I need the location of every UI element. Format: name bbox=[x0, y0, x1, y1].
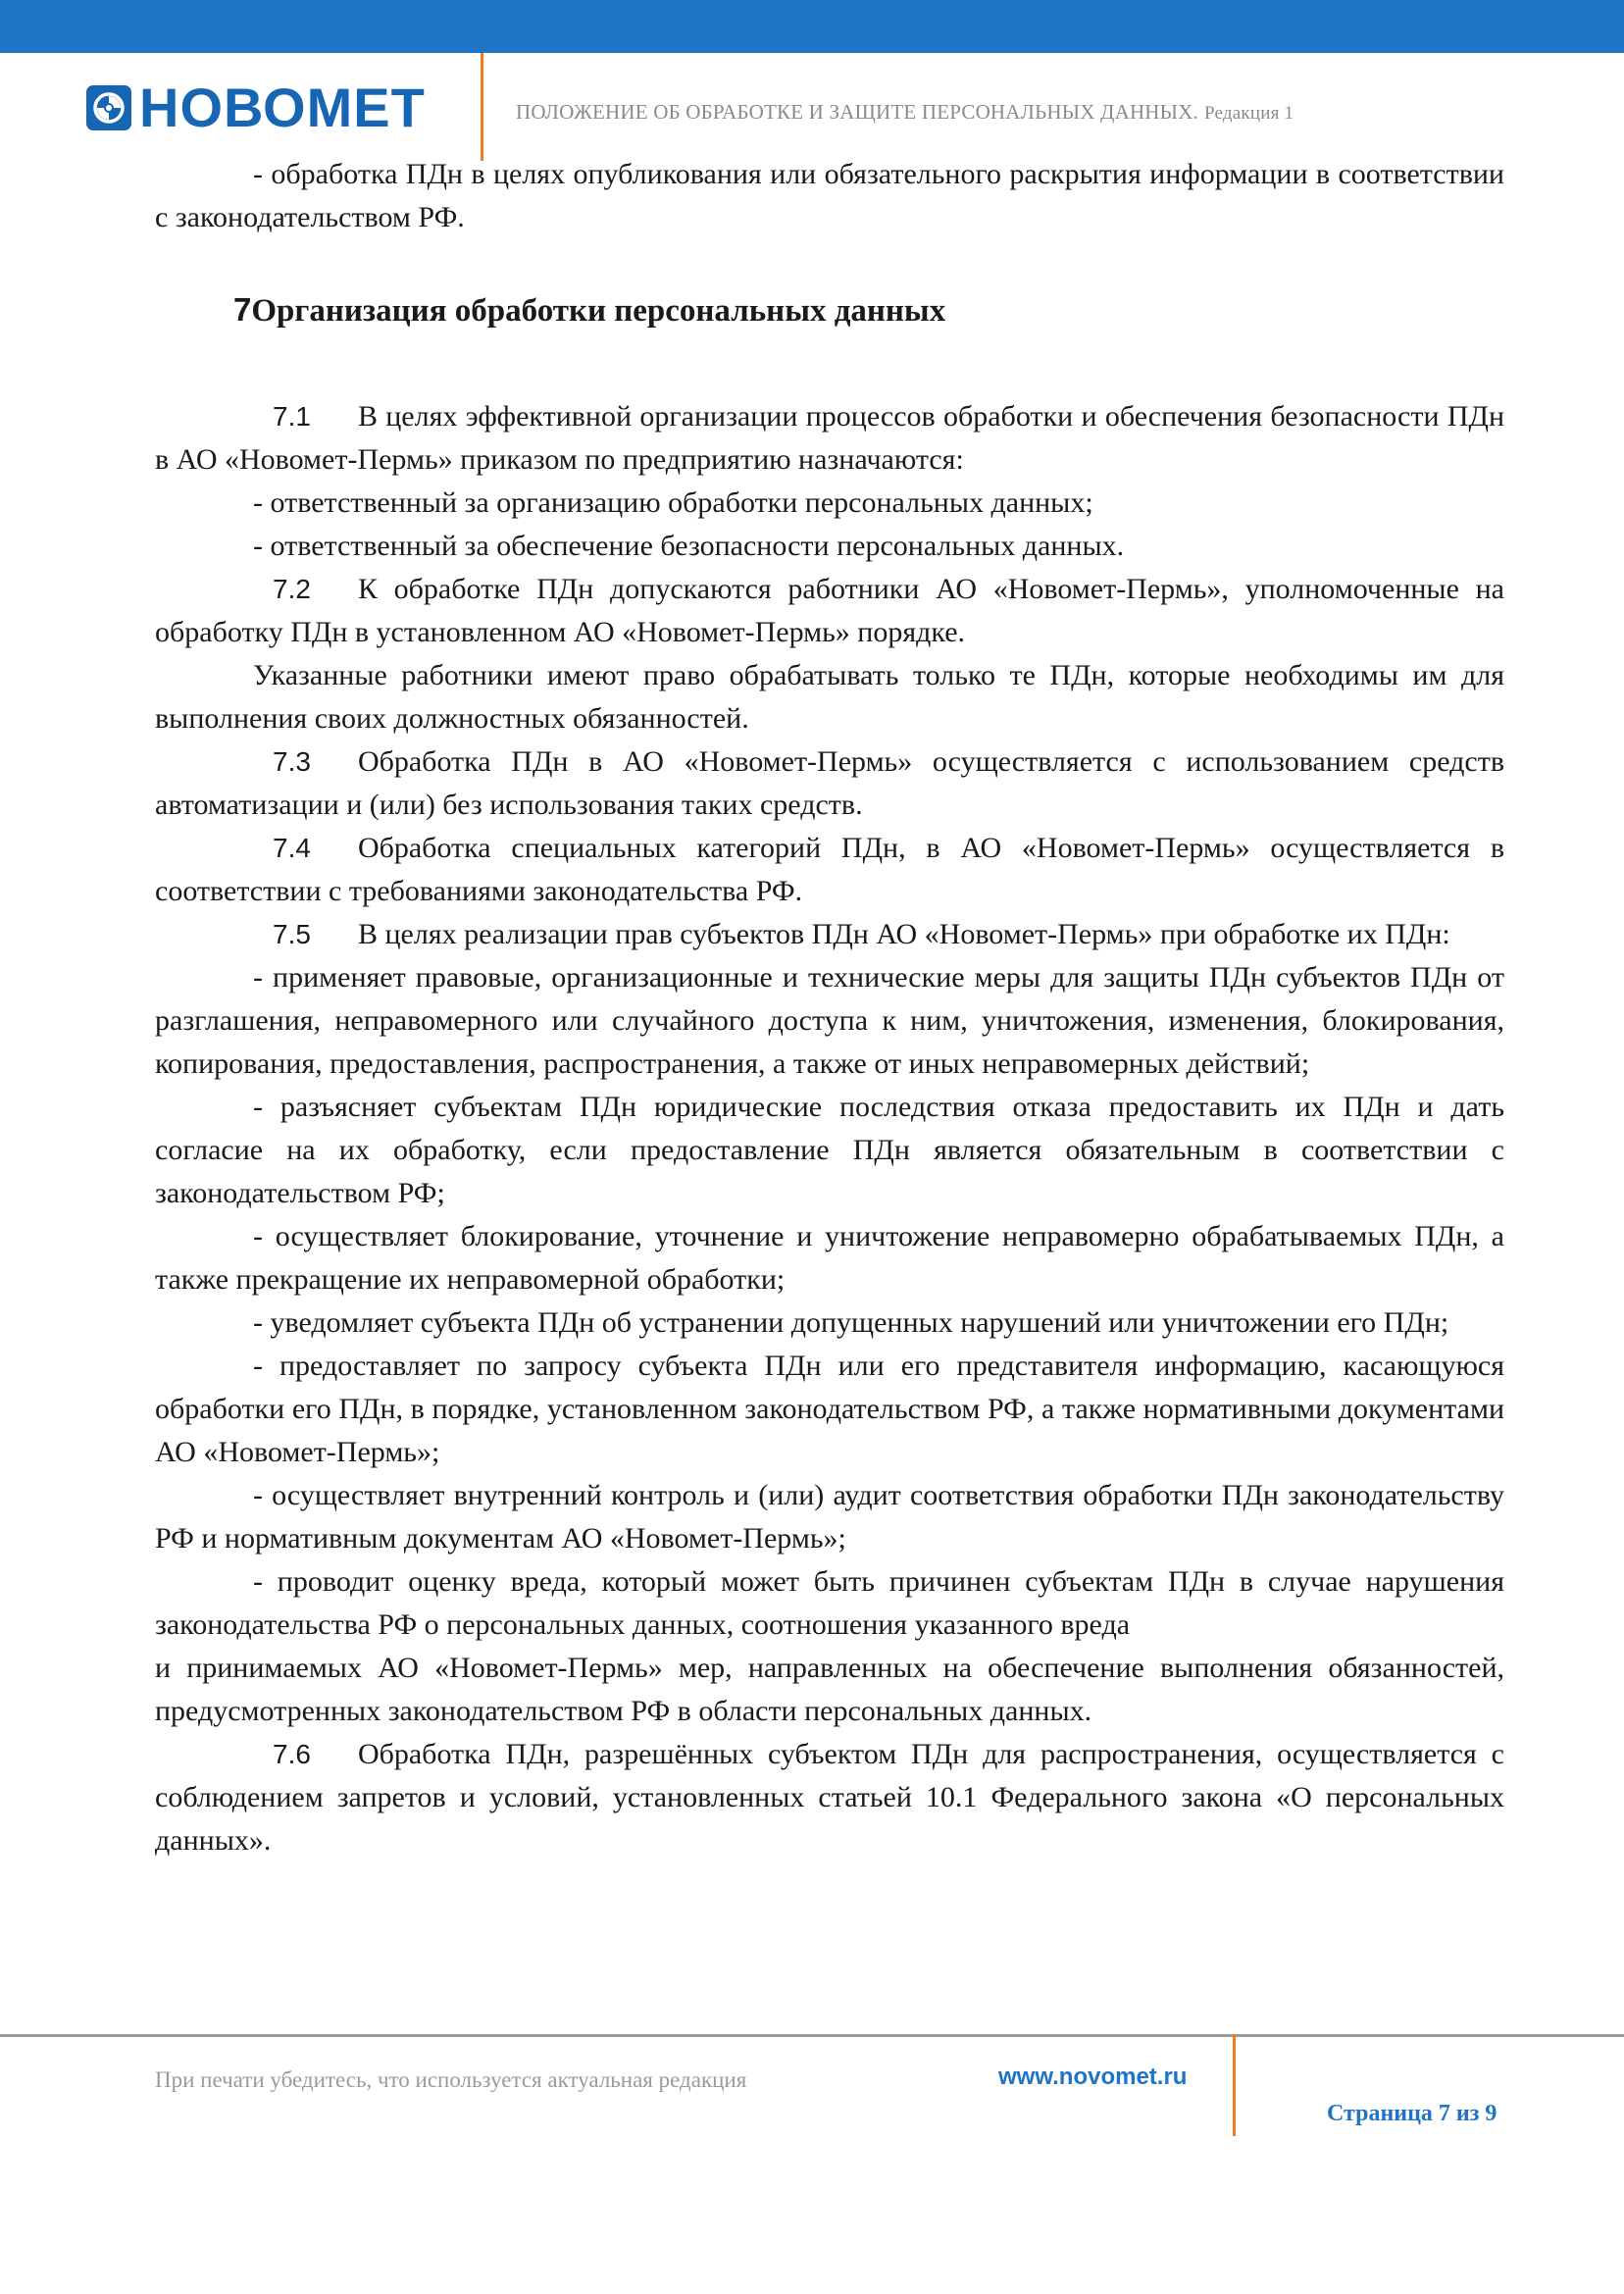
list-item: - применяет правовые, организационные и технические меры для защиты ПДн субъектов ПДн от разглашения, неправомерного или случайного доступа к ним, уничтожения, изменения, блокирования, копирования, предоставления, распространения, а также от иных неправомерных действий; bbox=[155, 961, 1504, 1080]
clause-number: 7.2 bbox=[273, 574, 311, 604]
list-item-continuation: и принимаемых АО «Новомет-Пермь» мер, направленных на обеспечение выполнения обязанностей, предусмотренных законодательством РФ в области персональных данных. bbox=[155, 1652, 1504, 1727]
clause-number: 7.3 bbox=[273, 746, 311, 777]
document-title bbox=[516, 100, 1294, 125]
footer-rule bbox=[0, 2034, 1624, 2037]
clause-7-6: 7.6 Обработка ПДн, разрешённых субъектом ПДн для распространения, осуществляется с соблюдением запретов и условий, установленных статьей 10.1 Федерального закона «О персональных данных». bbox=[155, 1738, 1504, 1857]
clause-7-3: 7.3 Обработка ПДн в АО «Новомет-Пермь» осуществляется с использованием средств автоматизации и (или) без использования таких средств. bbox=[155, 745, 1504, 821]
paragraph: Указанные работники имеют право обрабатывать только те ПДн, которые необходимы им для выполнения своих должностных обязанностей. bbox=[155, 659, 1504, 735]
clause-number: 7.1 bbox=[273, 401, 311, 432]
section-title: Организация обработки персональных данных bbox=[251, 293, 946, 329]
clause-number: 7.4 bbox=[273, 833, 311, 863]
logo-text: НОВОМЕТ bbox=[139, 76, 426, 138]
list-item: - осуществляет блокирование, уточнение и уничтожение неправомерно обрабатываемых ПДн, а также прекращение их неправомерной обработки; bbox=[155, 1220, 1504, 1296]
clause-7-4: 7.4 Обработка специальных категорий ПДн, в АО «Новомет-Пермь» осуществляется в соответствии с требованиями законодательства РФ. bbox=[155, 832, 1504, 907]
section-number: 7 bbox=[233, 291, 252, 328]
top-color-bar bbox=[0, 0, 1624, 53]
clause-number: 7.5 bbox=[273, 919, 311, 949]
footer-divider bbox=[1233, 2034, 1236, 2136]
page-header bbox=[0, 53, 1624, 161]
print-notice: При печати убедитесь, что используется актуальная редакция bbox=[155, 2067, 747, 2092]
paragraph-intro: - обработка ПДн в целях опубликования или обязательного раскрытия информации в соответствии с законодательством РФ. bbox=[155, 158, 1504, 233]
document-title-text: ПОЛОЖЕНИЕ ОБ ОБРАБОТКЕ И ЗАЩИТЕ ПЕРСОНАЛЬНЫХ ДАННЫХ. bbox=[516, 100, 1199, 124]
page-number: Страница 7 из 9 bbox=[1327, 2101, 1497, 2126]
revision-label: Редакция 1 bbox=[1204, 103, 1294, 124]
header-divider bbox=[481, 53, 483, 161]
section-heading bbox=[155, 288, 1504, 332]
company-logo bbox=[86, 76, 426, 138]
clause-7-1: 7.1 В целях эффективной организации процессов обработки и обеспечения безопасности ПДн в АО «Новомет-Пермь» приказом по предприятию назначаются: bbox=[155, 400, 1504, 476]
logo-swirl-icon bbox=[86, 85, 131, 130]
website-link[interactable]: www.novomet.ru bbox=[998, 2064, 1188, 2090]
list-item: - ответственный за обеспечение безопасности персональных данных. bbox=[253, 530, 1125, 562]
list-item: - разъясняет субъектам ПДн юридические последствия отказа предоставить их ПДн и дать согласие на их обработку, если предоставление ПДн является обязательным в соответствии с законодательством РФ; bbox=[155, 1091, 1504, 1209]
list-item: - ответственный за организацию обработки персональных данных; bbox=[253, 486, 1093, 519]
clause-7-2: 7.2 К обработке ПДн допускаются работники АО «Новомет-Пермь», уполномоченные на обработку ПДн в установленном АО «Новомет-Пермь» порядке. bbox=[155, 573, 1504, 648]
clause-number: 7.6 bbox=[273, 1739, 311, 1769]
list-item: - осуществляет внутренний контроль и (или) аудит соответствия обработки ПДн законодательству РФ и нормативным документам АО «Новомет-Пермь»; bbox=[155, 1479, 1504, 1555]
document-body bbox=[155, 153, 1504, 1862]
list-item: - проводит оценку вреда, который может быть причинен субъектам ПДн в случае нарушения законодательства РФ о персональных данных, соотношения указанного вреда bbox=[155, 1565, 1504, 1641]
list-item: - уведомляет субъекта ПДн об устранении допущенных нарушений или уничтожении его ПДн; bbox=[253, 1306, 1449, 1339]
clause-7-5: 7.5 В целях реализации прав субъектов ПДн АО «Новомет-Пермь» при обработке их ПДн: bbox=[273, 918, 1450, 950]
list-item: - предоставляет по запросу субъекта ПДн или его представителя информацию, касающуюся обработки его ПДн, в порядке, установленном законодательством РФ, а также нормативными документами АО «Новомет-Пермь»; bbox=[155, 1350, 1504, 1468]
